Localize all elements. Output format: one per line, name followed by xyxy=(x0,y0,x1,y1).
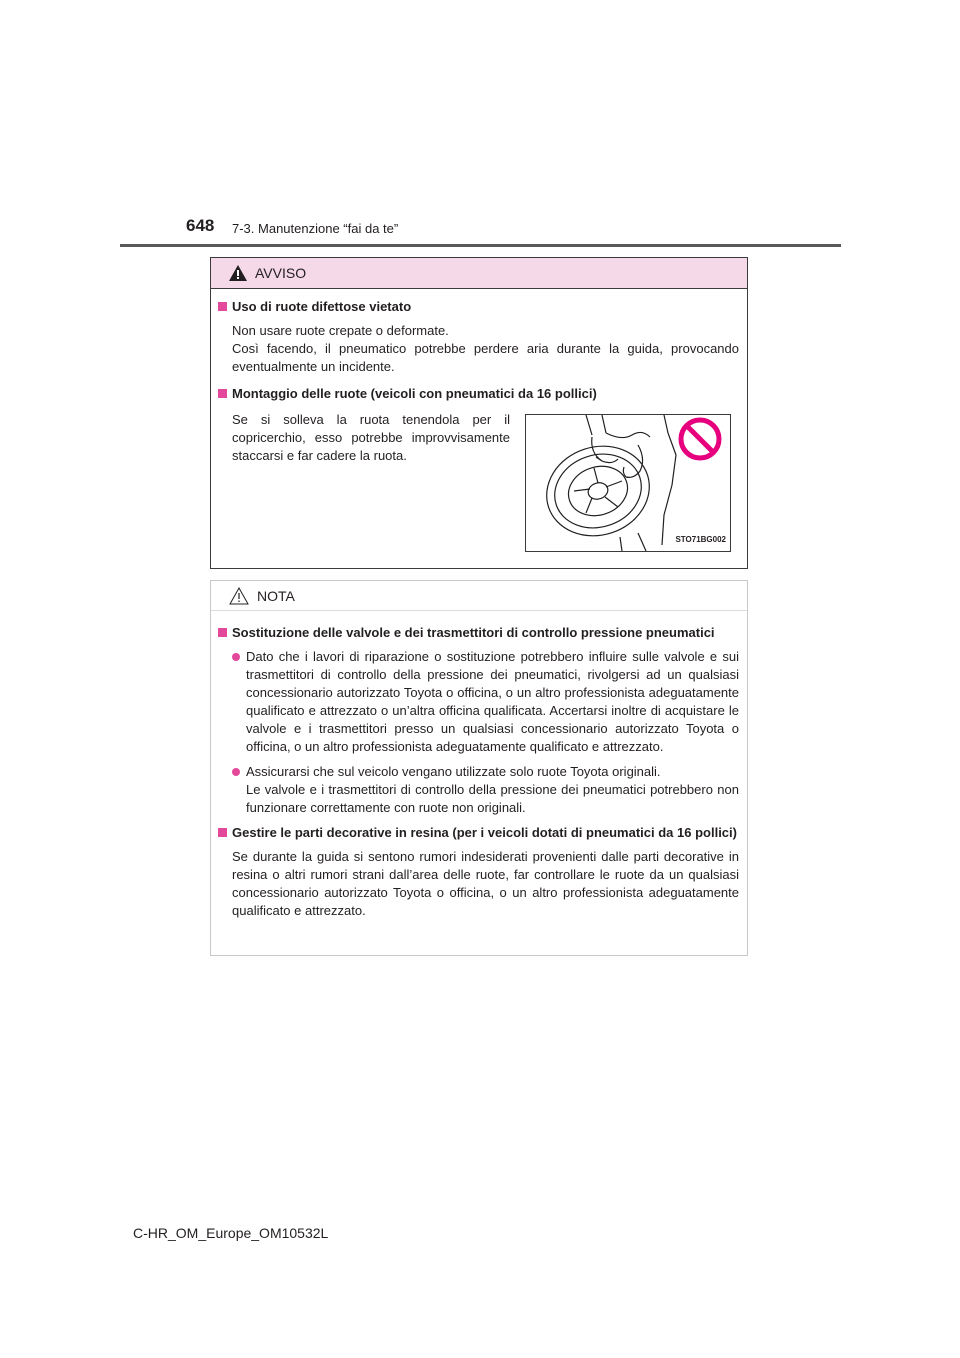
wheel-illustration xyxy=(525,414,731,552)
warning-title: AVVISO xyxy=(255,265,307,281)
warning-content xyxy=(211,298,747,552)
note-heading-1: Sostituzione delle valvole e dei trasmettitori di controllo pressione pneumatici xyxy=(218,624,739,642)
note-header xyxy=(211,581,747,611)
warning-heading-1: Uso di ruote difettose vietato xyxy=(218,298,739,316)
square-bullet-icon xyxy=(218,628,227,637)
round-bullet-icon xyxy=(232,768,240,776)
note-title: NOTA xyxy=(257,587,295,604)
note-text-2: Se durante la guida si sentono rumori indesiderati provenienti dalle parti decorative in resina o altri rumori strani dall’area delle ruote, far controllare le ruote da un qualsiasi concessionario autorizzato Toyota o officina, o un altro professionista adeguatamente qualificato e attrezzato. xyxy=(232,849,739,918)
warning-text-1a: Non usare ruote crepate o deformate. xyxy=(232,323,449,338)
round-bullet-icon xyxy=(232,653,240,661)
note-bullet-2: Assicurarsi che sul veicolo vengano utilizzate solo ruote Toyota originali. Le valvole e i trasmettitori di controllo della pressione dei pneumatici potrebbero non funzionare correttamente con ruote non originali. xyxy=(218,763,739,817)
warning-header xyxy=(211,258,747,289)
warning-heading-2: Montaggio delle ruote (veicoli con pneumatici da 16 pollici) xyxy=(218,385,739,403)
note-heading-2: Gestire le parti decorative in resina (per i veicoli dotati di pneumatici da 16 pollici) xyxy=(218,824,739,842)
prohibition-icon xyxy=(678,417,722,461)
page-number: 648 xyxy=(186,216,215,235)
square-bullet-icon xyxy=(218,828,227,837)
warning-figure-row xyxy=(218,411,739,552)
warning-text-1b: Così facendo, il pneumatico potrebbe perdere aria durante la guida, provocando eventualmente un incidente. xyxy=(232,341,739,374)
note-box xyxy=(210,580,748,956)
note-content xyxy=(211,624,747,920)
warning-text-2: Se si solleva la ruota tenendola per il copricerchio, esso potrebbe improvvisamente staccarsi e far cadere la ruota. xyxy=(232,412,510,463)
note-bullet-1: Dato che i lavori di riparazione o sostituzione potrebbero influire sulle valvole e sui trasmettitori di controllo della pressione dei pneumatici, rivolgersi ad un qualsiasi concessionario autorizzato Toyota o officina, o un altro professionista adeguatamente qualificato e attrezzato o un’altra officina qualificata. Accertarsi inoltre di acquistare le valvole e i trasmettitori presso un qualsiasi concessionario autorizzato Toyota o officina, o un altro professionista adeguatamente qualificato e attrezzato. xyxy=(218,648,739,756)
section-title: 7-3. Manutenzione “fai da te” xyxy=(232,221,399,236)
header-rule xyxy=(120,244,841,247)
warning-triangle-icon xyxy=(229,265,247,281)
figure-code: STO71BG002 xyxy=(675,535,726,544)
document-id: C-HR_OM_Europe_OM10532L xyxy=(133,1225,329,1241)
caution-triangle-icon xyxy=(229,587,249,605)
warning-box xyxy=(210,257,748,569)
square-bullet-icon xyxy=(218,389,227,398)
square-bullet-icon xyxy=(218,302,227,311)
